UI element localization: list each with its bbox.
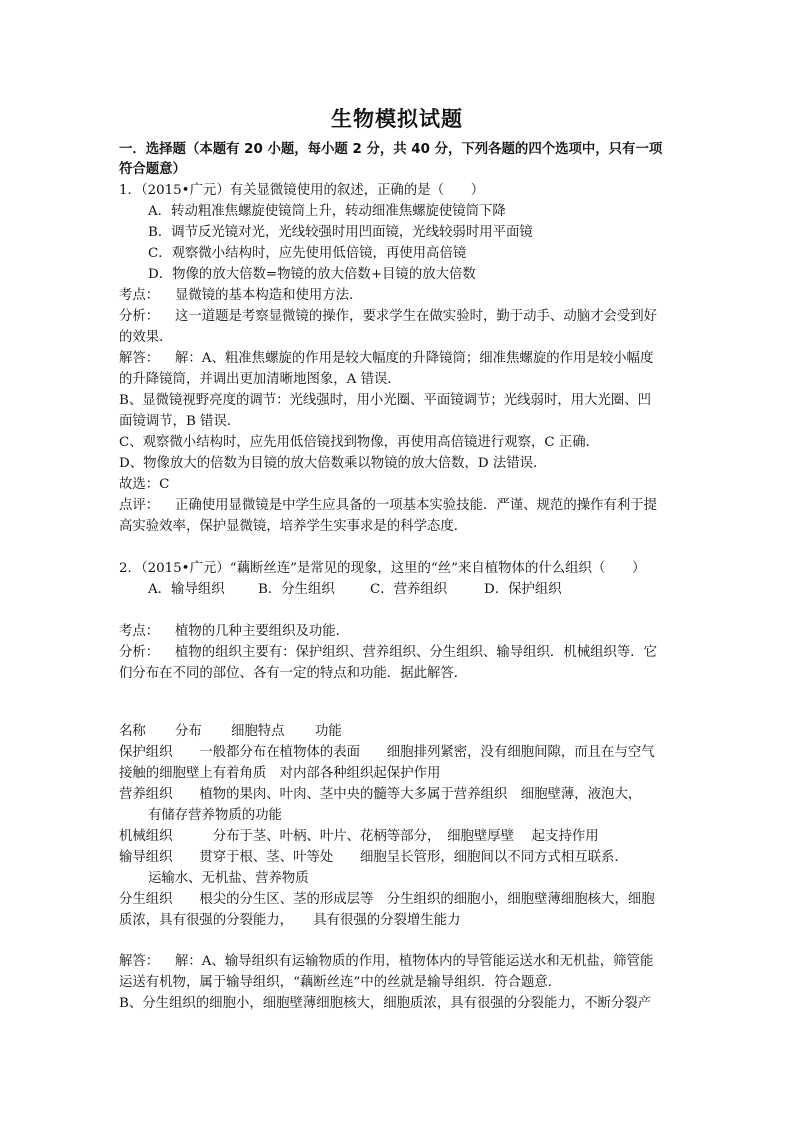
- q1-jieda-text: 解：A、粗准焦螺旋的作用是较大幅度的升降镜筒；细准焦螺旋的作用是较小幅度: [175, 351, 654, 366]
- q2-option-c: C．营养组织: [370, 582, 448, 597]
- q1-kaodian: [119, 286, 362, 306]
- q1-b-line-2: 面镜调节，B 错误．: [119, 414, 241, 429]
- row-fensheng-line-2: 质浓，具有很强的分裂能力， 具有很强的分裂增生能力: [119, 913, 461, 928]
- row-baohu-line-1: 保护组织 一般都分布在植物体的表面 细胞排列紧密，没有细胞间隙，而且在与空气: [119, 745, 655, 760]
- q1-c-line: C、观察微小结构时，应先用低倍镜找到物像，再使用高倍镜进行观察，C 正确．: [119, 435, 600, 450]
- q2-b-line-1: B、分生组织的细胞小，细胞壁薄细胞核大，细胞质浓，具有很强的分裂能力，不断分裂产: [119, 996, 652, 1011]
- table-header-cell-features: 细胞特点: [231, 724, 285, 739]
- tissue-table-header: [119, 722, 342, 742]
- q1-option-d: D．物像的放大倍数=物镜的放大倍数+目镜的放大倍数: [148, 267, 476, 282]
- q1-dianping-text: 正确使用显微镜是中学生应具备的一项基本实验技能．严谨、规范的操作有利于提: [175, 498, 658, 513]
- q2-fenxi-label: 分析：: [119, 645, 160, 660]
- q1-fenxi-text: 这一道题是考察显微镜的操作，要求学生在做实验时，勤于动手、动脑才会受到好: [175, 309, 658, 324]
- q2-stem: 2．（2015•广元）“藕断丝连”是常见的现象，这里的“丝”来自植物体的什么组织（ ）: [119, 561, 646, 576]
- q1-stem: 1．（2015•广元）有关显微镜使用的叙述，正确的是（ ）: [119, 183, 485, 198]
- q2-options: [148, 580, 562, 600]
- q2-fenxi: [119, 643, 657, 663]
- q2-option-a: A．输导组织: [148, 582, 225, 597]
- q2-jieda-cont: 运送有机物，属于输导组织，“藕断丝连”中的丝就是输导组织．符合题意．: [119, 975, 562, 990]
- q2-kaodian-label: 考点：: [119, 624, 160, 639]
- q2-option-d: D．保护组织: [484, 582, 562, 597]
- q2-jieda: [119, 952, 653, 972]
- q1-kaodian-text: 显微镜的基本构造和使用方法．: [175, 288, 363, 303]
- q1-d-line: D、物像放大的倍数为目镜的放大倍数乘以物镜的放大倍数，D 法错误．: [119, 456, 547, 471]
- row-jixie-line-1: 机械组织 分布于茎、叶柄、叶片、花柄等部分， 细胞壁厚壁 起支持作用: [119, 829, 599, 844]
- q1-option-c: C．观察微小结构时，应先使用低倍镜，再使用高倍镜: [148, 246, 467, 261]
- q1-fenxi-cont: 的效果．: [119, 330, 173, 345]
- q1-b-line-1: B、显微镜视野亮度的调节：光线强时，用小光圈、平面镜调节；光线弱时，用大光圈、凹: [119, 393, 652, 408]
- row-shudao-line-2: 运输水、无机盐、营养物质: [148, 871, 309, 886]
- q2-kaodian: [119, 622, 349, 642]
- q1-jieda-cont: 的升降镜筒，并调出更加清晰地图象，A 错误．: [119, 372, 401, 387]
- page-title: 生物模拟试题: [331, 107, 463, 131]
- table-header-distribution: 分布: [175, 724, 202, 739]
- q2-option-b: B．分生组织: [258, 582, 335, 597]
- row-baohu-line-2: 接触的细胞壁上有着角质 对内部各种组织起保护作用: [119, 766, 441, 781]
- q1-fenxi-label: 分析：: [119, 309, 160, 324]
- row-yingyang-line-2: 有储存营养物质的功能: [148, 808, 282, 823]
- q1-kaodian-label: 考点：: [119, 288, 160, 303]
- q1-option-b: B．调节反光镜对光，光线较强时用凹面镜，光线较弱时用平面镜: [148, 225, 533, 240]
- row-shudao-line-1: 输导组织 贯穿于根、茎、叶等处 细胞呈长管形，细胞间以不同方式相互联系．: [119, 850, 628, 865]
- q2-jieda-label: 解答：: [119, 954, 160, 969]
- q1-dianping: [119, 496, 657, 516]
- q2-jieda-text: 解：A、输导组织有运输物质的作用，植物体内的导管能运送水和无机盐，筛管能: [175, 954, 654, 969]
- table-header-function: 功能: [315, 724, 342, 739]
- q1-jieda: [119, 349, 653, 369]
- q1-answer: 故选：C: [119, 477, 170, 492]
- section-header-line-1: 一．选择题（本题有 20 小题，每小题 2 分，共 40 分，下列各题的四个选项中，只有一项: [119, 142, 663, 157]
- q1-jieda-label: 解答：: [119, 351, 160, 366]
- row-yingyang-line-1: 营养组织 植物的果肉、叶肉、茎中央的髓等大多属于营养组织 细胞壁薄，液泡大，: [119, 787, 642, 802]
- q1-dianping-label: 点评：: [119, 498, 160, 513]
- q2-fenxi-cont: 们分布在不同的部位、各有一定的特点和功能．据此解答．: [119, 666, 468, 681]
- q2-kaodian-text: 植物的几种主要组织及功能．: [175, 624, 350, 639]
- q1-dianping-cont: 高实验效率，保护显微镜，培养学生实事求是的科学态度．: [119, 519, 468, 534]
- q1-fenxi: [119, 307, 657, 327]
- q2-fenxi-text: 植物的组织主要有：保护组织、营养组织、分生组织、输导组织．机械组织等．它: [175, 645, 658, 660]
- q1-option-a: A．转动粗准焦螺旋使镜筒上升，转动细准焦螺旋使镜筒下降: [148, 204, 506, 219]
- section-header-line-2: 符合题意）: [119, 162, 186, 177]
- row-fensheng-line-1: 分生组织 根尖的分生区、茎的形成层等 分生组织的细胞小，细胞壁薄细胞核大，细胞: [119, 892, 655, 907]
- table-header-name: 名称: [119, 724, 146, 739]
